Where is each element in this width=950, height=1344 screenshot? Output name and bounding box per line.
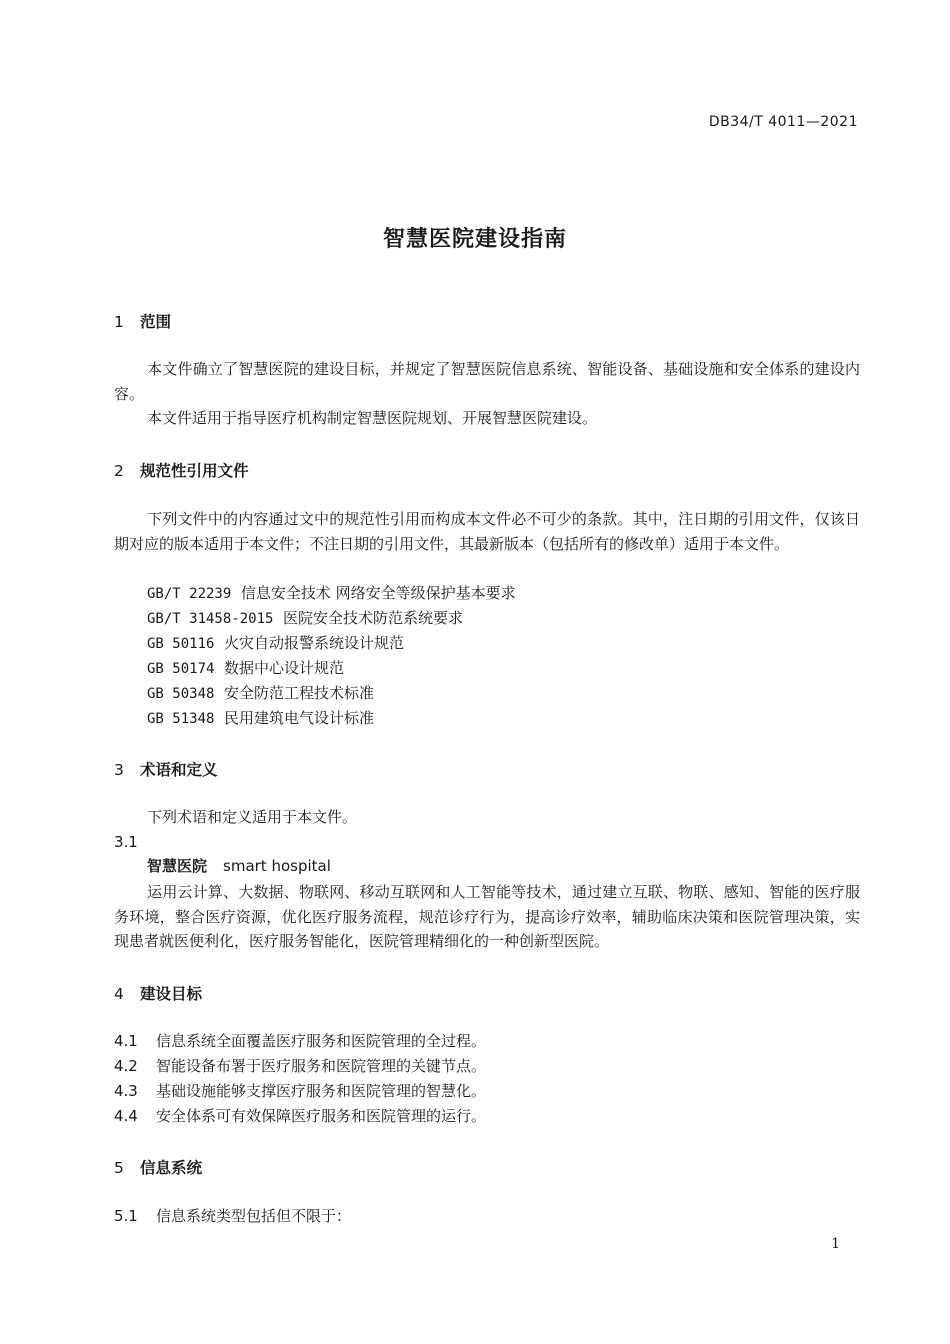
clause-item: 4.3 基础设施能够支撑医疗服务和医院管理的智慧化。: [114, 1082, 487, 1100]
section-title: 信息系统: [140, 1159, 203, 1177]
clause-item: 5.1 信息系统类型包括但不限于：: [114, 1207, 352, 1225]
section-1-heading: [114, 310, 171, 332]
section-number: 4: [114, 985, 124, 1003]
term-definition: 运用云计算、大数据、物联网、移动互联网和人工智能等技术，通过建立互联、物联、感知、智能的医疗服务环境，整合医疗资源，优化医疗服务流程，规范诊疗行为，提高诊疗效率，辅助临床决策和医院管理决策，实现患者就医便利化，医疗服务智能化，医院管理精细化的一种创新型医院。: [114, 883, 860, 950]
section-title: 范围: [140, 313, 172, 331]
page-number: 1: [831, 1236, 840, 1252]
reference-item: GB/T 22239 信息安全技术 网络安全等级保护基本要求: [147, 584, 516, 602]
reference-item: GB 50174 数据中心设计规范: [147, 659, 344, 677]
clause-item: 4.4 安全体系可有效保障医疗服务和医院管理的运行。: [114, 1107, 487, 1125]
section-2-heading: [114, 459, 249, 481]
term-chinese: 智慧医院: [147, 857, 208, 875]
clause-item: 4.2 智能设备布署于医疗服务和医院管理的关键节点。: [114, 1057, 487, 1075]
reference-item: GB/T 31458-2015 医院安全技术防范系统要求: [147, 609, 463, 627]
section-number: 1: [114, 313, 124, 331]
section-5-heading: [114, 1156, 202, 1178]
section-4-heading: [114, 982, 202, 1004]
reference-item: GB 51348 民用建筑电气设计标准: [147, 709, 374, 727]
document-title: 智慧医院建设指南: [382, 227, 567, 252]
section-2-paragraph: 下列文件中的内容通过文中的规范性引用而构成本文件必不可少的条款。其中，注日期的引用文件，仅该日期对应的版本适用于本文件；不注日期的引用文件，其最新版本（包括所有的修改单）适用于本文件。: [114, 510, 860, 553]
section-title: 建设目标: [140, 985, 203, 1003]
clause-item: 4.1 信息系统全面覆盖医疗服务和医院管理的全过程。: [114, 1032, 487, 1050]
section-title: 术语和定义: [140, 761, 218, 779]
reference-item: GB 50116 火灾自动报警系统设计规范: [147, 634, 404, 652]
section-title: 规范性引用文件: [140, 462, 249, 480]
section-1-paragraph-2: 本文件适用于指导医疗机构制定智慧医院规划、开展智慧医院建设。: [147, 409, 598, 427]
section-3-heading: [114, 758, 218, 780]
section-number: 2: [114, 462, 124, 480]
section-number: 3: [114, 761, 124, 779]
section-1-paragraph-1: 本文件确立了智慧医院的建设目标，并规定了智慧医院信息系统、智能设备、基础设施和安全体系的建设内容。: [114, 360, 860, 403]
document-code: DB34/T 4011—2021: [708, 114, 858, 130]
reference-item: GB 50348 安全防范工程技术标准: [147, 684, 374, 702]
section-3-paragraph: 下列术语和定义适用于本文件。: [147, 808, 358, 826]
term-heading: [147, 855, 331, 876]
term-english: smart hospital: [223, 857, 331, 875]
section-number: 5: [114, 1159, 124, 1177]
term-number: 3.1: [114, 833, 138, 851]
